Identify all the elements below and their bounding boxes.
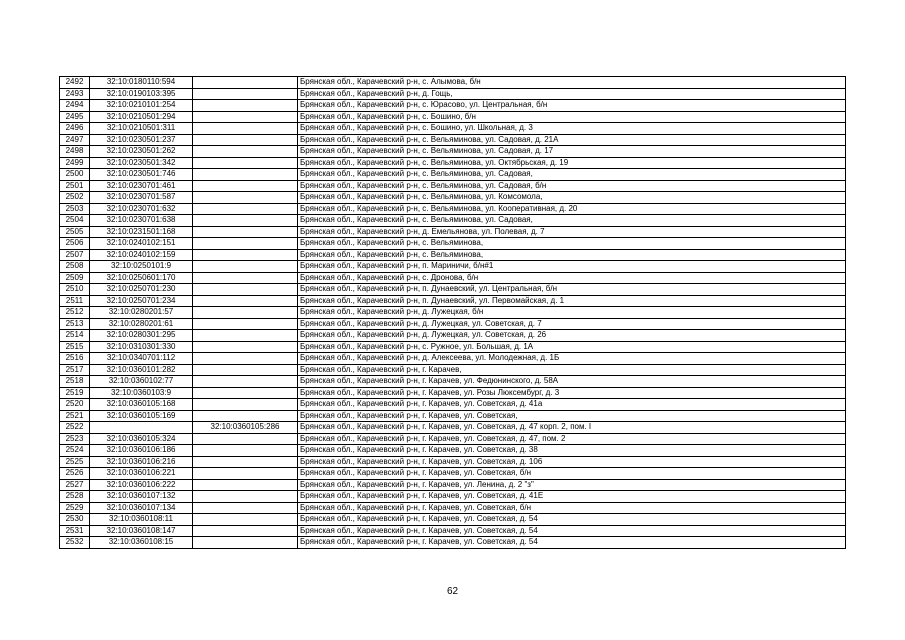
cadastral-number-alt-cell bbox=[193, 330, 298, 342]
cadastral-number-cell: 32:10:0360105:168 bbox=[90, 399, 193, 411]
cadastral-number-cell: 32:10:0230701:632 bbox=[90, 203, 193, 215]
cadastral-number-cell: 32:10:0250101:9 bbox=[90, 261, 193, 273]
table-row bbox=[60, 353, 846, 365]
cadastral-number-alt-cell bbox=[193, 157, 298, 169]
table-row bbox=[60, 364, 846, 376]
cadastral-number-cell: 32:10:0280201:61 bbox=[90, 318, 193, 330]
cadastral-number-alt-cell bbox=[193, 215, 298, 227]
cadastral-number-alt-cell bbox=[193, 272, 298, 284]
cadastral-number-alt-cell bbox=[193, 238, 298, 250]
row-number-cell: 2506 bbox=[60, 238, 90, 250]
address-cell: Брянская обл., Карачевский р-н, г. Карачев, ул. Ленина, д. 2 "з" bbox=[298, 479, 846, 491]
row-number-cell: 2532 bbox=[60, 537, 90, 549]
table-row bbox=[60, 100, 846, 112]
address-cell: Брянская обл., Карачевский р-н, д. Лужецкая, б/н bbox=[298, 307, 846, 319]
cadastral-number-cell: 32:10:0210501:311 bbox=[90, 123, 193, 135]
address-cell: Брянская обл., Карачевский р-н, с. Бошино, б/н bbox=[298, 111, 846, 123]
table-row bbox=[60, 307, 846, 319]
row-number-cell: 2496 bbox=[60, 123, 90, 135]
row-number-cell: 2495 bbox=[60, 111, 90, 123]
table-row bbox=[60, 537, 846, 549]
table-row bbox=[60, 387, 846, 399]
address-cell: Брянская обл., Карачевский р-н, г. Карачев, ул. Советская, bbox=[298, 410, 846, 422]
cadastral-number-alt-cell bbox=[193, 514, 298, 526]
row-number-cell: 2525 bbox=[60, 456, 90, 468]
cadastral-number-cell: 32:10:0250601:170 bbox=[90, 272, 193, 284]
address-cell: Брянская обл., Карачевский р-н, д. Лужецкая, ул. Советская, д. 7 bbox=[298, 318, 846, 330]
address-cell: Брянская обл., Карачевский р-н, с. Бошино, ул. Школьная, д. 3 bbox=[298, 123, 846, 135]
row-number-cell: 2531 bbox=[60, 525, 90, 537]
table-row bbox=[60, 525, 846, 537]
row-number-cell: 2510 bbox=[60, 284, 90, 296]
row-number-cell: 2529 bbox=[60, 502, 90, 514]
address-cell: Брянская обл., Карачевский р-н, г. Карачев, ул. Розы Люксембург, д. 3 bbox=[298, 387, 846, 399]
cadastral-number-cell: 32:10:0230501:342 bbox=[90, 157, 193, 169]
cadastral-number-alt-cell bbox=[193, 318, 298, 330]
row-number-cell: 2528 bbox=[60, 491, 90, 503]
cadastral-number-alt-cell: 32:10:0360105:286 bbox=[193, 422, 298, 434]
cadastral-number-cell: 32:10:0360106:216 bbox=[90, 456, 193, 468]
address-cell: Брянская обл., Карачевский р-н, д. Алексеева, ул. Молодежная, д. 1Б bbox=[298, 353, 846, 365]
address-cell: Брянская обл., Карачевский р-н, г. Карачев, ул. Советская, д. 47, пом. 2 bbox=[298, 433, 846, 445]
table-row bbox=[60, 433, 846, 445]
address-cell: Брянская обл., Карачевский р-н, с. Ружное, ул. Большая, д. 1А bbox=[298, 341, 846, 353]
cadastral-number-alt-cell bbox=[193, 433, 298, 445]
table-row bbox=[60, 88, 846, 100]
row-number-cell: 2509 bbox=[60, 272, 90, 284]
row-number-cell: 2523 bbox=[60, 433, 90, 445]
row-number-cell: 2508 bbox=[60, 261, 90, 273]
address-cell: Брянская обл., Карачевский р-н, г. Карачев, ул. Советская, д. 41а bbox=[298, 399, 846, 411]
address-cell: Брянская обл., Карачевский р-н, г. Карачев, ул. Федюнинского, д. 58А bbox=[298, 376, 846, 388]
cadastral-number-alt-cell bbox=[193, 341, 298, 353]
table-row bbox=[60, 445, 846, 457]
cadastral-number-alt-cell bbox=[193, 77, 298, 89]
row-number-cell: 2505 bbox=[60, 226, 90, 238]
address-cell: Брянская обл., Карачевский р-н, с. Вельяминова, bbox=[298, 238, 846, 250]
cadastral-number-cell: 32:10:0310301:330 bbox=[90, 341, 193, 353]
address-cell: Брянская обл., Карачевский р-н, г. Карачев, ул. Советская, д. 38 bbox=[298, 445, 846, 457]
cadastral-number-cell bbox=[90, 422, 193, 434]
table-row bbox=[60, 468, 846, 480]
table-row bbox=[60, 238, 846, 250]
address-cell: Брянская обл., Карачевский р-н, с. Вельяминова, ул. Комсомола, bbox=[298, 192, 846, 204]
address-cell: Брянская обл., Карачевский р-н, г. Карачев, bbox=[298, 364, 846, 376]
cadastral-number-alt-cell bbox=[193, 284, 298, 296]
address-cell: Брянская обл., Карачевский р-н, г. Карачев, ул. Советская, б/н bbox=[298, 502, 846, 514]
table-row bbox=[60, 318, 846, 330]
address-cell: Брянская обл., Карачевский р-н, п. Дунаевский, ул. Центральная, б/н bbox=[298, 284, 846, 296]
row-number-cell: 2515 bbox=[60, 341, 90, 353]
cadastral-number-cell: 32:10:0360107:134 bbox=[90, 502, 193, 514]
row-number-cell: 2497 bbox=[60, 134, 90, 146]
address-cell: Брянская обл., Карачевский р-н, с. Дронова, б/н bbox=[298, 272, 846, 284]
address-cell: Брянская обл., Карачевский р-н, с. Вельяминова, ул. Садовая, bbox=[298, 215, 846, 227]
cadastral-number-cell: 32:10:0360108:147 bbox=[90, 525, 193, 537]
row-number-cell: 2517 bbox=[60, 364, 90, 376]
table-row bbox=[60, 491, 846, 503]
cadastral-number-cell: 32:10:0231501:168 bbox=[90, 226, 193, 238]
table-row bbox=[60, 295, 846, 307]
cadastral-number-cell: 32:10:0230701:461 bbox=[90, 180, 193, 192]
cadastral-number-cell: 32:10:0360101:282 bbox=[90, 364, 193, 376]
row-number-cell: 2512 bbox=[60, 307, 90, 319]
cadastral-number-alt-cell bbox=[193, 410, 298, 422]
table-row bbox=[60, 502, 846, 514]
row-number-cell: 2504 bbox=[60, 215, 90, 227]
address-cell: Брянская обл., Карачевский р-н, д. Емельянова, ул. Полевая, д. 7 bbox=[298, 226, 846, 238]
table-row bbox=[60, 376, 846, 388]
cadastral-number-cell: 32:10:0230501:262 bbox=[90, 146, 193, 158]
address-cell: Брянская обл., Карачевский р-н, г. Карачев, ул. Советская, д. 54 bbox=[298, 537, 846, 549]
address-cell: Брянская обл., Карачевский р-н, с. Вельяминова, ул. Садовая, д. 21А bbox=[298, 134, 846, 146]
cadastral-number-cell: 32:10:0230701:638 bbox=[90, 215, 193, 227]
cadastral-number-alt-cell bbox=[193, 445, 298, 457]
register-table-body bbox=[60, 77, 846, 549]
cadastral-number-alt-cell bbox=[193, 226, 298, 238]
address-cell: Брянская обл., Карачевский р-н, г. Карачев, ул. Советская, д. 54 bbox=[298, 514, 846, 526]
cadastral-number-cell: 32:10:0360103:9 bbox=[90, 387, 193, 399]
address-cell: Брянская обл., Карачевский р-н, г. Карачев, ул. Советская, б/н bbox=[298, 468, 846, 480]
cadastral-number-cell: 32:10:0360108:11 bbox=[90, 514, 193, 526]
row-number-cell: 2524 bbox=[60, 445, 90, 457]
address-cell: Брянская обл., Карачевский р-н, д. Лужецкая, ул. Советская, д. 26 bbox=[298, 330, 846, 342]
cadastral-number-alt-cell bbox=[193, 537, 298, 549]
cadastral-number-cell: 32:10:0360107:132 bbox=[90, 491, 193, 503]
row-number-cell: 2519 bbox=[60, 387, 90, 399]
cadastral-number-cell: 32:10:0340701:112 bbox=[90, 353, 193, 365]
row-number-cell: 2530 bbox=[60, 514, 90, 526]
table-row bbox=[60, 410, 846, 422]
table-row bbox=[60, 215, 846, 227]
table-row bbox=[60, 134, 846, 146]
cadastral-number-alt-cell bbox=[193, 491, 298, 503]
row-number-cell: 2520 bbox=[60, 399, 90, 411]
table-row bbox=[60, 284, 846, 296]
table-row bbox=[60, 123, 846, 135]
table-row bbox=[60, 330, 846, 342]
cadastral-number-cell: 32:10:0280301:295 bbox=[90, 330, 193, 342]
table-row bbox=[60, 146, 846, 158]
cadastral-number-cell: 32:10:0230501:237 bbox=[90, 134, 193, 146]
table-row bbox=[60, 180, 846, 192]
cadastral-number-cell: 32:10:0360106:222 bbox=[90, 479, 193, 491]
cadastral-number-alt-cell bbox=[193, 249, 298, 261]
cadastral-number-alt-cell bbox=[193, 295, 298, 307]
row-number-cell: 2500 bbox=[60, 169, 90, 181]
cadastral-number-alt-cell bbox=[193, 525, 298, 537]
address-cell: Брянская обл., Карачевский р-н, с. Вельяминова, bbox=[298, 249, 846, 261]
cadastral-number-alt-cell bbox=[193, 146, 298, 158]
cadastral-number-cell: 32:10:0240102:159 bbox=[90, 249, 193, 261]
register-table bbox=[59, 76, 846, 549]
table-row bbox=[60, 272, 846, 284]
row-number-cell: 2502 bbox=[60, 192, 90, 204]
row-number-cell: 2507 bbox=[60, 249, 90, 261]
cadastral-number-alt-cell bbox=[193, 456, 298, 468]
cadastral-number-alt-cell bbox=[193, 203, 298, 215]
row-number-cell: 2527 bbox=[60, 479, 90, 491]
cadastral-number-cell: 32:10:0210101:254 bbox=[90, 100, 193, 112]
cadastral-number-alt-cell bbox=[193, 88, 298, 100]
table-row bbox=[60, 422, 846, 434]
table-row bbox=[60, 77, 846, 89]
address-cell: Брянская обл., Карачевский р-н, д. Гощь, bbox=[298, 88, 846, 100]
address-cell: Брянская обл., Карачевский р-н, с. Вельяминова, ул. Садовая, б/н bbox=[298, 180, 846, 192]
address-cell: Брянская обл., Карачевский р-н, с. Вельяминова, ул. Садовая, д. 17 bbox=[298, 146, 846, 158]
address-cell: Брянская обл., Карачевский р-н, с. Юрасово, ул. Центральная, б/н bbox=[298, 100, 846, 112]
table-row bbox=[60, 479, 846, 491]
row-number-cell: 2503 bbox=[60, 203, 90, 215]
table-row bbox=[60, 157, 846, 169]
row-number-cell: 2511 bbox=[60, 295, 90, 307]
cadastral-number-cell: 32:10:0360102:77 bbox=[90, 376, 193, 388]
row-number-cell: 2522 bbox=[60, 422, 90, 434]
row-number-cell: 2516 bbox=[60, 353, 90, 365]
cadastral-number-cell: 32:10:0250701:230 bbox=[90, 284, 193, 296]
cadastral-number-alt-cell bbox=[193, 180, 298, 192]
table-row bbox=[60, 249, 846, 261]
cadastral-number-cell: 32:10:0180110:594 bbox=[90, 77, 193, 89]
cadastral-number-cell: 32:10:0360108:15 bbox=[90, 537, 193, 549]
cadastral-number-alt-cell bbox=[193, 123, 298, 135]
address-cell: Брянская обл., Карачевский р-н, с. Вельяминова, ул. Кооперативная, д. 20 bbox=[298, 203, 846, 215]
row-number-cell: 2492 bbox=[60, 77, 90, 89]
row-number-cell: 2494 bbox=[60, 100, 90, 112]
table-row bbox=[60, 169, 846, 181]
cadastral-number-alt-cell bbox=[193, 468, 298, 480]
row-number-cell: 2521 bbox=[60, 410, 90, 422]
table-row bbox=[60, 111, 846, 123]
row-number-cell: 2526 bbox=[60, 468, 90, 480]
cadastral-number-alt-cell bbox=[193, 307, 298, 319]
table-row bbox=[60, 514, 846, 526]
page-number: 62 bbox=[446, 586, 459, 597]
table-row bbox=[60, 203, 846, 215]
row-number-cell: 2499 bbox=[60, 157, 90, 169]
address-cell: Брянская обл., Карачевский р-н, с. Алымова, б/н bbox=[298, 77, 846, 89]
row-number-cell: 2498 bbox=[60, 146, 90, 158]
cadastral-number-alt-cell bbox=[193, 169, 298, 181]
address-cell: Брянская обл., Карачевский р-н, п. Мариничи, б/н#1 bbox=[298, 261, 846, 273]
cadastral-number-alt-cell bbox=[193, 364, 298, 376]
address-cell: Брянская обл., Карачевский р-н, п. Дунаевский, ул. Первомайская, д. 1 bbox=[298, 295, 846, 307]
cadastral-number-alt-cell bbox=[193, 353, 298, 365]
cadastral-number-alt-cell bbox=[193, 502, 298, 514]
cadastral-number-cell: 32:10:0360106:221 bbox=[90, 468, 193, 480]
row-number-cell: 2514 bbox=[60, 330, 90, 342]
cadastral-number-alt-cell bbox=[193, 261, 298, 273]
cadastral-number-alt-cell bbox=[193, 100, 298, 112]
row-number-cell: 2513 bbox=[60, 318, 90, 330]
table-row bbox=[60, 226, 846, 238]
cadastral-number-cell: 32:10:0360105:324 bbox=[90, 433, 193, 445]
cadastral-number-cell: 32:10:0230501:746 bbox=[90, 169, 193, 181]
table-row bbox=[60, 399, 846, 411]
address-cell: Брянская обл., Карачевский р-н, г. Карачев, ул. Советская, д. 41Е bbox=[298, 491, 846, 503]
cadastral-number-cell: 32:10:0280201:57 bbox=[90, 307, 193, 319]
cadastral-number-cell: 32:10:0190103:395 bbox=[90, 88, 193, 100]
cadastral-number-cell: 32:10:0250701:234 bbox=[90, 295, 193, 307]
address-cell: Брянская обл., Карачевский р-н, г. Карачев, ул. Советская, д. 106 bbox=[298, 456, 846, 468]
row-number-cell: 2493 bbox=[60, 88, 90, 100]
cadastral-number-cell: 32:10:0210501:294 bbox=[90, 111, 193, 123]
cadastral-number-alt-cell bbox=[193, 479, 298, 491]
address-cell: Брянская обл., Карачевский р-н, г. Карачев, ул. Советская, д. 47 корп. 2, пом. I bbox=[298, 422, 846, 434]
address-cell: Брянская обл., Карачевский р-н, с. Вельяминова, ул. Садовая, bbox=[298, 169, 846, 181]
cadastral-number-alt-cell bbox=[193, 399, 298, 411]
table-row bbox=[60, 341, 846, 353]
address-cell: Брянская обл., Карачевский р-н, с. Вельяминова, ул. Октябрьская, д. 19 bbox=[298, 157, 846, 169]
cadastral-number-alt-cell bbox=[193, 387, 298, 399]
cadastral-number-alt-cell bbox=[193, 134, 298, 146]
address-cell: Брянская обл., Карачевский р-н, г. Карачев, ул. Советская, д. 54 bbox=[298, 525, 846, 537]
table-row bbox=[60, 456, 846, 468]
cadastral-number-cell: 32:10:0230701:587 bbox=[90, 192, 193, 204]
table-row bbox=[60, 261, 846, 273]
cadastral-number-cell: 32:10:0240102:151 bbox=[90, 238, 193, 250]
cadastral-number-cell: 32:10:0360106:186 bbox=[90, 445, 193, 457]
row-number-cell: 2518 bbox=[60, 376, 90, 388]
table-row bbox=[60, 192, 846, 204]
cadastral-number-alt-cell bbox=[193, 376, 298, 388]
row-number-cell: 2501 bbox=[60, 180, 90, 192]
cadastral-number-cell: 32:10:0360105:169 bbox=[90, 410, 193, 422]
cadastral-number-alt-cell bbox=[193, 192, 298, 204]
cadastral-number-alt-cell bbox=[193, 111, 298, 123]
